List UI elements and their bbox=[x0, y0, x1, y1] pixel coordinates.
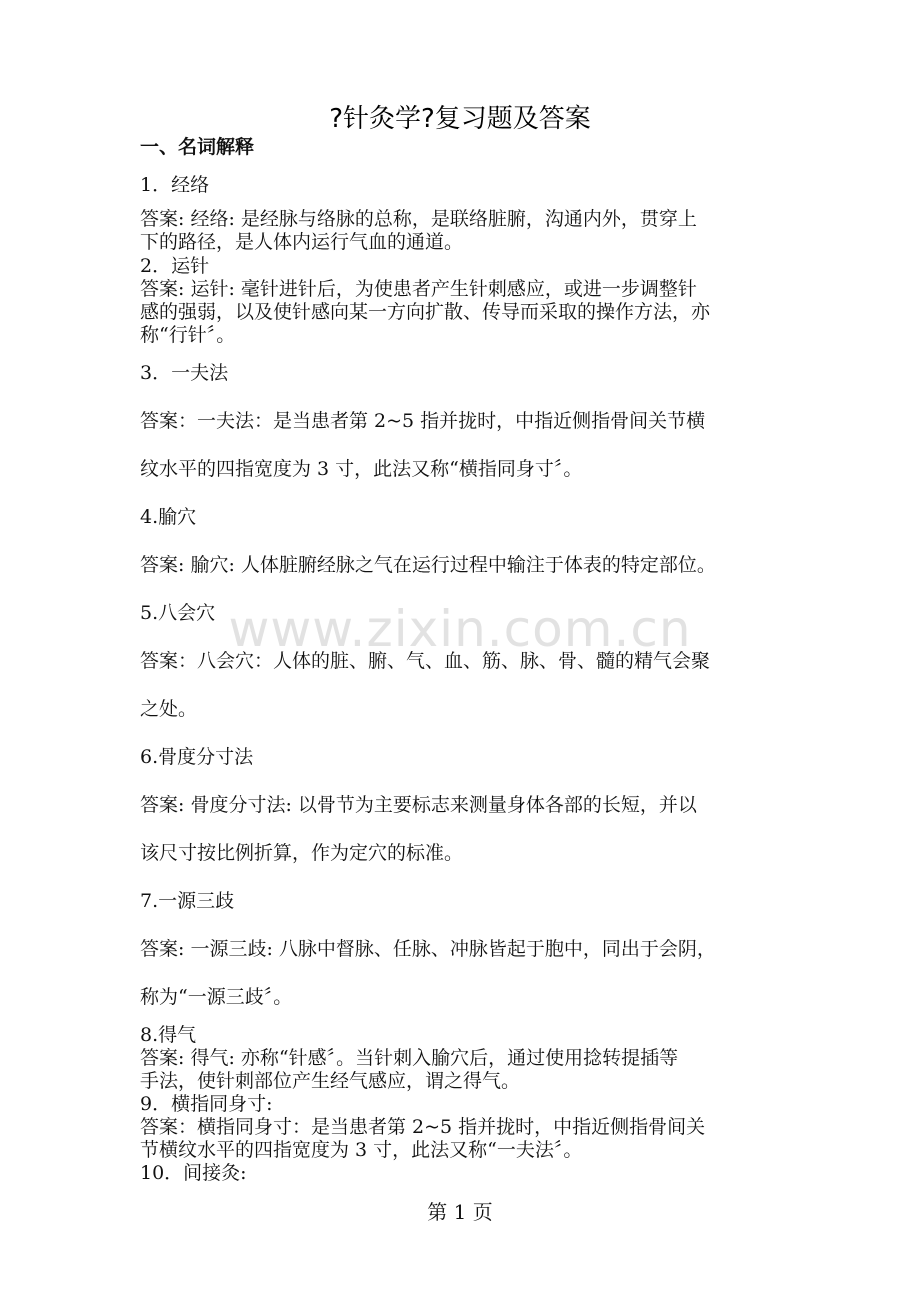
item-heading: 2．运针 bbox=[140, 255, 210, 277]
answer-line: 之处。 bbox=[140, 698, 198, 720]
answer-line: 答案: 腧穴: 人体脏腑经脉之气在运行过程中输注于体表的特定部位。 bbox=[140, 554, 716, 576]
page-footer: 第 1 页 bbox=[427, 1200, 493, 1224]
answer-line: 答案: 得气: 亦称“针感〞。当针刺入腧穴后，通过使用捻转提插等 bbox=[140, 1047, 679, 1069]
answer-line: 纹水平的四指宽度为 3 寸，此法又称“横指同身寸〞。 bbox=[140, 458, 583, 480]
item-heading: 1．经络 bbox=[140, 174, 210, 196]
document-title: ?针灸学?复习题及答案 bbox=[329, 104, 591, 134]
item-heading: 6.骨度分寸法 bbox=[140, 746, 254, 768]
section-heading: 一、名词解释 bbox=[140, 136, 255, 158]
answer-line: 下的路径，是人体内运行气血的通道。 bbox=[140, 231, 464, 253]
answer-line: 答案: 一源三歧: 八脉中督脉、任脉、冲脉皆起于胞中，同出于会阴， bbox=[140, 938, 716, 960]
answer-line: 该尺寸按比例折算，作为定穴的标准。 bbox=[140, 842, 464, 864]
item-heading: 8.得气 bbox=[140, 1024, 197, 1046]
answer-line: 称“行针〞。 bbox=[140, 324, 236, 346]
item-heading: 5.八会穴 bbox=[140, 602, 216, 624]
answer-line: 答案：横指同身寸：是当患者第 2~5 指并拢时，中指近侧指骨间关 bbox=[140, 1116, 706, 1138]
item-heading: 7.一源三歧 bbox=[140, 890, 235, 912]
answer-line: 答案：八会穴：人体的脏、腑、气、血、筋、脉、骨、髓的精气会聚 bbox=[140, 650, 711, 672]
answer-line: 节横纹水平的四指宽度为 3 寸，此法又称“一夫法〞。 bbox=[140, 1139, 583, 1161]
item-heading: 9．横指同身寸: bbox=[140, 1093, 273, 1115]
answer-line: 称为“一源三歧〞。 bbox=[140, 986, 293, 1008]
answer-line: 感的强弱，以及使针感向某一方向扩散、传导而采取的操作方法，亦 bbox=[140, 301, 711, 323]
answer-line: 手法，使针刺部位产生经气感应，谓之得气。 bbox=[140, 1070, 521, 1092]
item-heading: 10．间接灸: bbox=[140, 1162, 247, 1184]
item-heading: 3．一夫法 bbox=[140, 362, 229, 384]
item-heading: 4.腧穴 bbox=[140, 506, 197, 528]
answer-line: 答案: 运针: 毫针进针后，为使患者产生针刺感应，或进一步调整针 bbox=[140, 278, 697, 300]
answer-line: 答案: 经络: 是经脉与络脉的总称，是联络脏腑，沟通内外，贯穿上 bbox=[140, 208, 697, 230]
answer-line: 答案: 骨度分寸法: 以骨节为主要标志来测量身体各部的长短，并以 bbox=[140, 794, 697, 816]
answer-line: 答案：一夫法：是当患者第 2~5 指并拢时，中指近侧指骨间关节横 bbox=[140, 410, 706, 432]
watermark: www.zixin.com.cn bbox=[228, 600, 692, 658]
